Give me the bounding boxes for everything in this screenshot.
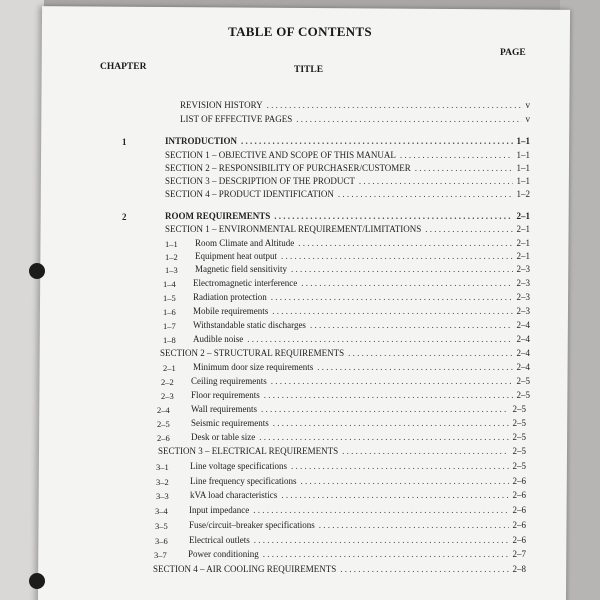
toc-entry[interactable]	[153, 564, 526, 574]
toc-entry-title: Floor requirements	[191, 390, 260, 400]
toc-entry-page: 2–5	[516, 390, 530, 400]
toc-entry-title: LIST OF EFFECTIVE PAGES	[180, 114, 293, 124]
dot-leader	[310, 320, 513, 330]
item-number: 1–1	[165, 239, 178, 249]
toc-entry-title: ROOM REQUIREMENTS	[165, 211, 271, 221]
dot-leader	[263, 549, 509, 559]
toc-entry[interactable]	[191, 432, 526, 442]
toc-entry-title: SECTION 1 – ENVIRONMENTAL REQUIREMENT/LIMITATIONS	[165, 224, 422, 234]
toc-entry[interactable]	[165, 176, 530, 186]
toc-entry-page: 2–4	[516, 334, 530, 344]
chapter-number: 2	[122, 212, 127, 222]
dot-leader	[272, 306, 512, 316]
dot-leader	[273, 418, 509, 428]
dot-leader	[261, 404, 508, 414]
dot-leader	[274, 211, 512, 221]
item-number: 2–1	[163, 363, 176, 373]
toc-entry-title: Magnetic field sensitivity	[195, 264, 287, 274]
toc-entry[interactable]	[189, 505, 526, 515]
toc-entry-title: REVISION HISTORY	[180, 100, 263, 110]
toc-entry[interactable]	[190, 476, 526, 486]
toc-entry[interactable]	[165, 224, 530, 234]
toc-entry-title: Wall requirements	[191, 404, 258, 414]
toc-entry[interactable]	[165, 150, 530, 160]
toc-entry[interactable]	[190, 461, 526, 471]
toc-entry-page: 2–1	[516, 251, 530, 261]
item-number: 3–6	[155, 536, 168, 546]
toc-entry-page: 2–4	[516, 320, 530, 330]
toc-entry[interactable]	[193, 362, 530, 372]
toc-entry-title: Equipment heat output	[195, 251, 277, 261]
background-left	[0, 0, 44, 600]
toc-entry[interactable]	[165, 189, 530, 199]
toc-entry-title: Radiation protection	[193, 292, 267, 302]
toc-entry[interactable]	[195, 251, 530, 261]
toc-entry[interactable]	[195, 264, 530, 274]
item-number: 2–2	[161, 377, 174, 387]
toc-entry-title: Audible noise	[193, 334, 244, 344]
title-column-header: TITLE	[294, 65, 324, 75]
toc-entry[interactable]	[191, 376, 530, 386]
chapter-number: 1	[122, 137, 127, 147]
item-number: 3–4	[155, 506, 168, 516]
item-number: 2–3	[161, 391, 174, 401]
dot-leader	[281, 251, 513, 261]
toc-entry-page: 2–5	[516, 376, 530, 386]
toc-entry-title: Line frequency specifications	[190, 476, 297, 486]
toc-entry-title: Line voltage specifications	[190, 461, 287, 471]
toc-entry-page: 2–3	[516, 278, 530, 288]
dot-leader	[241, 136, 512, 146]
dot-leader	[264, 390, 513, 400]
toc-entry-page: 2–5	[512, 461, 526, 471]
item-number: 2–6	[157, 433, 170, 443]
dot-leader	[271, 292, 513, 302]
toc-entry-page: 2–8	[512, 564, 526, 574]
toc-entry-title: SECTION 4 – PRODUCT IDENTIFICATION	[165, 189, 334, 199]
dot-leader	[348, 348, 512, 358]
toc-entry[interactable]	[188, 549, 526, 559]
toc-entry-page: 1–1	[516, 176, 530, 186]
toc-entry[interactable]	[190, 490, 526, 500]
toc-entry-page: 2–5	[512, 432, 526, 442]
toc-entry-title: Ceiling requirements	[191, 376, 267, 386]
toc-entry-page: 1–2	[516, 189, 530, 199]
dot-leader	[253, 505, 508, 515]
item-number: 3–7	[154, 550, 167, 560]
dot-leader	[317, 362, 512, 372]
toc-entry[interactable]	[160, 348, 530, 358]
toc-entry-title: Fuse/circuit–breaker specifications	[189, 520, 315, 530]
dot-leader	[296, 114, 521, 124]
toc-entry-page: 2–3	[516, 264, 530, 274]
toc-entry[interactable]	[180, 114, 530, 124]
toc-entry[interactable]	[165, 211, 530, 221]
toc-entry-title: Desk or table size	[191, 432, 256, 442]
dot-leader	[400, 150, 513, 160]
dot-leader	[291, 461, 509, 471]
toc-entry-title: SECTION 3 – DESCRIPTION OF THE PRODUCT	[165, 176, 355, 186]
item-number: 2–5	[157, 419, 170, 429]
dot-leader	[425, 224, 512, 234]
toc-entry-page: 2–3	[516, 292, 530, 302]
item-number: 1–5	[163, 293, 176, 303]
toc-entry-page: 2–6	[512, 476, 526, 486]
toc-entry[interactable]	[193, 334, 530, 344]
toc-entry-page: 2–4	[516, 362, 530, 372]
toc-entry-page: 2–1	[516, 238, 530, 248]
page-title: TABLE OF CONTENTS	[228, 24, 372, 39]
toc-entry[interactable]	[193, 320, 530, 330]
toc-entry-page: 2–5	[512, 446, 526, 456]
dot-leader	[267, 100, 522, 110]
toc-entry[interactable]	[189, 520, 526, 530]
toc-entry-page: 2–6	[512, 505, 526, 515]
toc-entry-title: SECTION 2 – STRUCTURAL REQUIREMENTS	[160, 348, 345, 358]
item-number: 3–5	[155, 521, 168, 531]
toc-entry-title: Electromagnetic interference	[193, 278, 298, 288]
toc-entry-page: 1–1	[516, 163, 530, 173]
item-number: 3–1	[156, 462, 169, 472]
toc-entry[interactable]	[180, 100, 530, 110]
page-column-header: PAGE	[500, 48, 526, 58]
toc-entry-title: INTRODUCTION	[165, 136, 238, 146]
toc-entry-page: v	[525, 114, 530, 124]
toc-entry-page: 2–6	[512, 520, 526, 530]
dot-leader	[281, 490, 508, 500]
item-number: 1–7	[163, 321, 176, 331]
item-number: 1–2	[165, 252, 178, 262]
toc-entry-page: 1–1	[516, 136, 530, 146]
toc-entry[interactable]	[165, 163, 530, 173]
toc-entry-page: 2–4	[516, 348, 530, 358]
item-number: 2–4	[157, 405, 170, 415]
item-number: 1–4	[163, 279, 176, 289]
dot-leader	[319, 520, 509, 530]
toc-entry-page: 2–5	[512, 418, 526, 428]
toc-entry[interactable]	[191, 404, 526, 414]
dot-leader	[298, 238, 512, 248]
dot-leader	[340, 564, 508, 574]
toc-entry-page: 2–6	[512, 535, 526, 545]
item-number: 3–3	[156, 491, 169, 501]
toc-entry[interactable]	[195, 238, 530, 248]
binder-hole-icon	[29, 573, 45, 589]
toc-entry-title: Mobile requirements	[193, 306, 269, 316]
toc-entry-title: SECTION 4 – AIR COOLING REQUIREMENTS	[153, 564, 337, 574]
toc-entry-title: Input impedance	[189, 505, 250, 515]
dot-leader	[259, 432, 508, 442]
dot-leader	[301, 278, 512, 288]
toc-entry-page: v	[525, 100, 530, 110]
dot-leader	[342, 446, 508, 456]
toc-entry-title: Room Climate and Altitude	[195, 238, 295, 248]
dot-leader	[271, 376, 513, 386]
toc-entry-title: SECTION 3 – ELECTRICAL REQUIREMENTS	[158, 446, 339, 456]
toc-entry-page: 2–1	[516, 224, 530, 234]
dot-leader	[415, 163, 513, 173]
toc-entry[interactable]	[193, 306, 530, 316]
toc-entry-page: 2–5	[512, 404, 526, 414]
dot-leader	[338, 189, 513, 199]
item-number: 3–2	[156, 477, 169, 487]
chapter-column-header: CHAPTER	[100, 62, 147, 72]
binder-hole-icon	[29, 263, 45, 279]
toc-entry-page: 2–7	[512, 549, 526, 559]
toc-entry-page: 2–1	[516, 211, 530, 221]
toc-entry[interactable]	[165, 136, 530, 146]
item-number: 1–3	[165, 265, 178, 275]
toc-entry[interactable]	[191, 390, 530, 400]
item-number: 1–8	[163, 335, 176, 345]
toc-entry[interactable]	[193, 292, 530, 302]
toc-entry-page: 2–3	[516, 306, 530, 316]
toc-entry-title: SECTION 1 – OBJECTIVE AND SCOPE OF THIS MANUAL	[165, 150, 396, 160]
toc-entry[interactable]	[191, 418, 526, 428]
toc-entry-title: Withstandable static discharges	[193, 320, 306, 330]
dot-leader	[254, 535, 509, 545]
dot-leader	[300, 476, 508, 486]
toc-entry-title: SECTION 2 – RESPONSIBILITY OF PURCHASER/CUSTOMER	[165, 163, 411, 173]
dot-leader	[247, 334, 512, 344]
toc-entry-title: Power conditioning	[188, 549, 259, 559]
dot-leader	[359, 176, 513, 186]
toc-entry[interactable]	[189, 535, 526, 545]
toc-entry-title: Seismic requirements	[191, 418, 269, 428]
toc-entry-page: 2–6	[512, 490, 526, 500]
toc-entry-title: kVA load characteristics	[190, 490, 278, 500]
toc-entry-page: 1–1	[516, 150, 530, 160]
toc-entry[interactable]	[193, 278, 530, 288]
dot-leader	[291, 264, 513, 274]
toc-entry-title: Electrical outlets	[189, 535, 250, 545]
toc-entry-title: Minimum door size requirements	[193, 362, 314, 372]
toc-entry[interactable]	[158, 446, 526, 456]
item-number: 1–6	[163, 307, 176, 317]
